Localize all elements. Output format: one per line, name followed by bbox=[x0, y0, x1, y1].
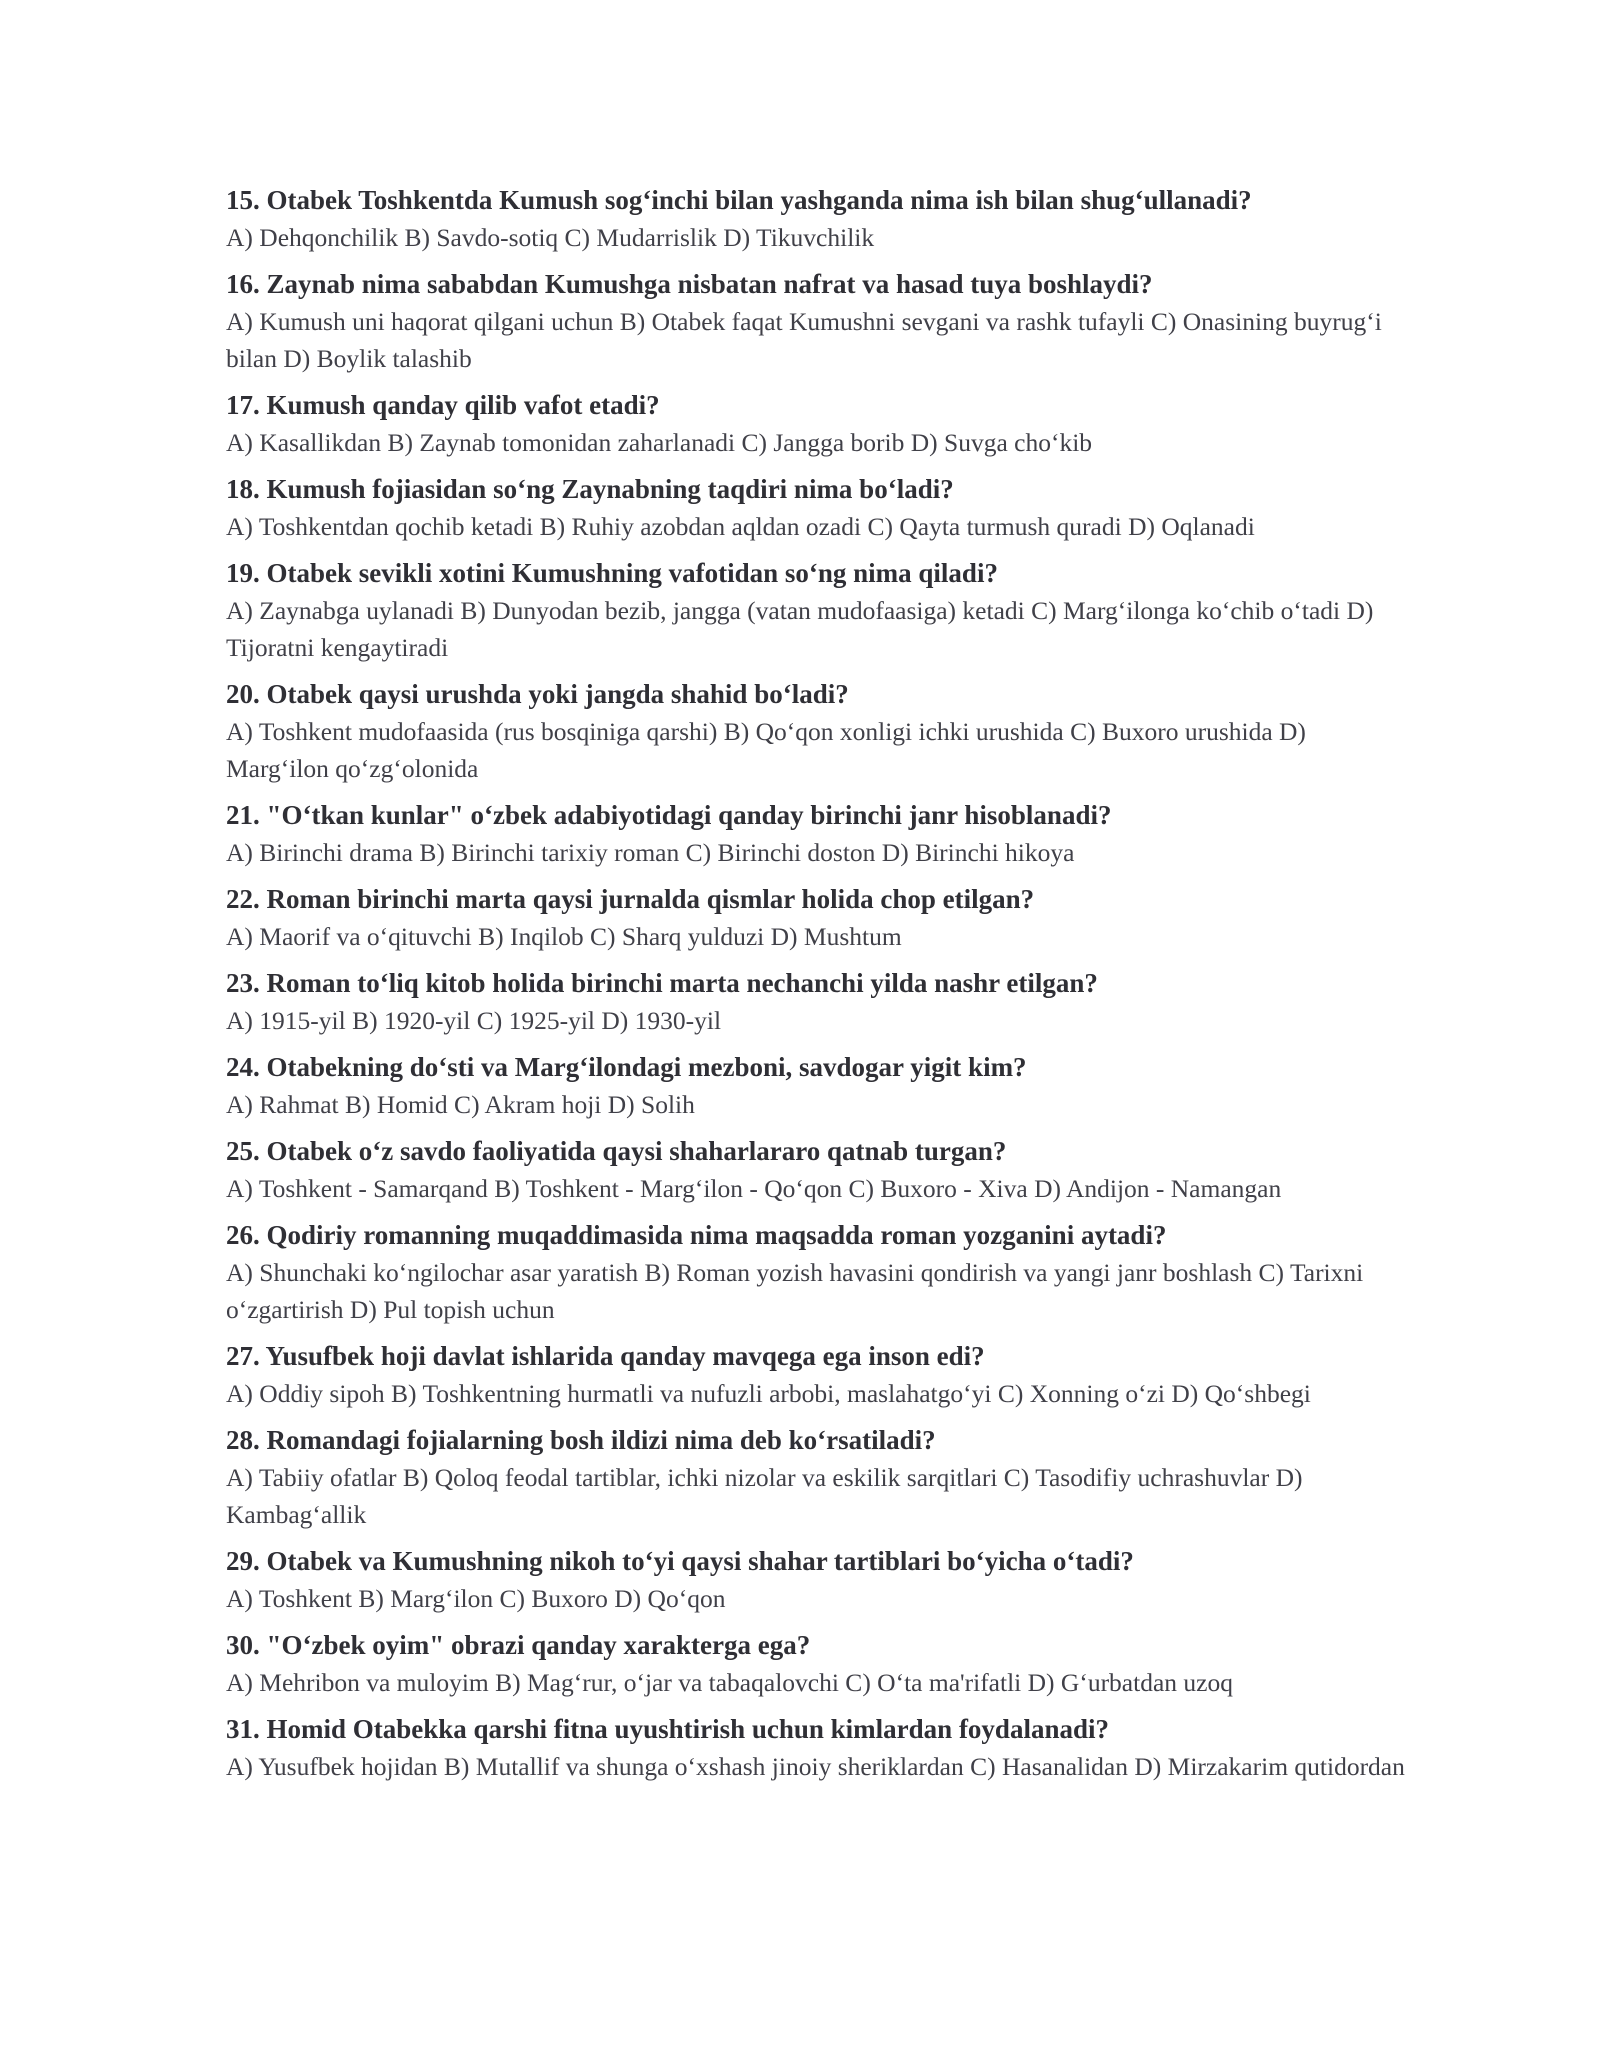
question-text: 21. "O‘tkan kunlar" o‘zbek adabiyotidagi qanday birinchi janr hisoblanadi? bbox=[226, 800, 1112, 830]
answer-options: A) Rahmat B) Homid C) Akram hoji D) Solih bbox=[226, 1090, 695, 1119]
answer-options: A) Shunchaki ko‘ngilochar asar yaratish B) Roman yozish havasini qondirish va yangi janr boshlash C) Tarixni o‘zgartirish D) Pul topish uchun bbox=[226, 1258, 1364, 1324]
answer-options: A) Zaynabga uylanadi B) Dunyodan bezib, jangga (vatan mudofaasiga) ketadi C) Marg‘ilonga ko‘chib o‘tadi D) Tijoratni kengaytiradi bbox=[226, 596, 1374, 662]
question-item-21 bbox=[226, 797, 1406, 871]
answer-options: A) Kumush uni haqorat qilgani uchun B) Otabek faqat Kumushni sevgani va rashk tufayli C) Onasining buyrug‘i bilan D) Boylik talashib bbox=[226, 307, 1382, 373]
question-item-19 bbox=[226, 555, 1406, 666]
question-item-25 bbox=[226, 1133, 1406, 1207]
question-item-22 bbox=[226, 881, 1406, 955]
question-item-31 bbox=[226, 1711, 1406, 1785]
question-item-27 bbox=[226, 1338, 1406, 1412]
answer-options: A) Yusufbek hojidan B) Mutallif va shunga o‘xshash jinoiy sheriklardan C) Hasanalidan D) Mirzakarim qutidordan bbox=[226, 1752, 1405, 1781]
question-text: 25. Otabek o‘z savdo faoliyatida qaysi shaharlararo qatnab turgan? bbox=[226, 1136, 1007, 1166]
question-item-29 bbox=[226, 1543, 1406, 1617]
question-item-18 bbox=[226, 471, 1406, 545]
document-page bbox=[226, 182, 1406, 1795]
question-item-30 bbox=[226, 1627, 1406, 1701]
question-text: 27. Yusufbek hoji davlat ishlarida qanday mavqega ega inson edi? bbox=[226, 1341, 985, 1371]
question-text: 30. "O‘zbek oyim" obrazi qanday xarakterga ega? bbox=[226, 1630, 811, 1660]
question-text: 16. Zaynab nima sababdan Kumushga nisbatan nafrat va hasad tuya boshlaydi? bbox=[226, 269, 1153, 299]
answer-options: A) Kasallikdan B) Zaynab tomonidan zaharlanadi C) Jangga borib D) Suvga cho‘kib bbox=[226, 428, 1093, 457]
question-item-28 bbox=[226, 1422, 1406, 1533]
question-item-24 bbox=[226, 1049, 1406, 1123]
answer-options: A) Mehribon va muloyim B) Mag‘rur, o‘jar va tabaqalovchi C) O‘ta ma'rifatli D) G‘urbatdan uzoq bbox=[226, 1668, 1233, 1697]
question-text: 17. Kumush qanday qilib vafot etadi? bbox=[226, 390, 660, 420]
question-item-20 bbox=[226, 676, 1406, 787]
answer-options: A) 1915-yil B) 1920-yil C) 1925-yil D) 1930-yil bbox=[226, 1006, 722, 1035]
question-text: 18. Kumush fojiasidan so‘ng Zaynabning taqdiri nima bo‘ladi? bbox=[226, 474, 954, 504]
answer-options: A) Dehqonchilik B) Savdo-sotiq C) Mudarrislik D) Tikuvchilik bbox=[226, 223, 875, 252]
answer-options: A) Toshkent mudofaasida (rus bosqiniga qarshi) B) Qo‘qon xonligi ichki urushida C) Buxoro urushida D) Marg‘ilon qo‘zg‘olonida bbox=[226, 717, 1306, 783]
answer-options: A) Toshkentdan qochib ketadi B) Ruhiy azobdan aqldan ozadi C) Qayta turmush quradi D) Oqlanadi bbox=[226, 512, 1255, 541]
question-item-16 bbox=[226, 266, 1406, 377]
question-text: 24. Otabekning do‘sti va Marg‘ilondagi mezboni, savdogar yigit kim? bbox=[226, 1052, 1027, 1082]
answer-options: A) Tabiiy ofatlar B) Qoloq feodal tartiblar, ichki nizolar va eskilik sarqitlari C) Tasodifiy uchrashuvlar D) Kambag‘allik bbox=[226, 1463, 1303, 1529]
question-text: 23. Roman to‘liq kitob holida birinchi marta nechanchi yilda nashr etilgan? bbox=[226, 968, 1098, 998]
question-text: 19. Otabek sevikli xotini Kumushning vafotidan so‘ng nima qiladi? bbox=[226, 558, 998, 588]
question-item-23 bbox=[226, 965, 1406, 1039]
answer-options: A) Toshkent B) Marg‘ilon C) Buxoro D) Qo‘qon bbox=[226, 1584, 726, 1613]
question-item-17 bbox=[226, 387, 1406, 461]
answer-options: A) Oddiy sipoh B) Toshkentning hurmatli va nufuzli arbobi, maslahatgo‘yi C) Xonning o‘zi D) Qo‘shbegi bbox=[226, 1379, 1311, 1408]
answer-options: A) Maorif va o‘qituvchi B) Inqilob C) Sharq yulduzi D) Mushtum bbox=[226, 922, 902, 951]
question-text: 31. Homid Otabekka qarshi fitna uyushtirish uchun kimlardan foydalanadi? bbox=[226, 1714, 1109, 1744]
question-text: 22. Roman birinchi marta qaysi jurnalda qismlar holida chop etilgan? bbox=[226, 884, 1035, 914]
question-item-26 bbox=[226, 1217, 1406, 1328]
question-text: 26. Qodiriy romanning muqaddimasida nima maqsadda roman yozganini aytadi? bbox=[226, 1220, 1167, 1250]
question-text: 28. Romandagi fojialarning bosh ildizi nima deb ko‘rsatiladi? bbox=[226, 1425, 936, 1455]
question-item-15 bbox=[226, 182, 1406, 256]
question-text: 29. Otabek va Kumushning nikoh to‘yi qaysi shahar tartiblari bo‘yicha o‘tadi? bbox=[226, 1546, 1134, 1576]
question-text: 20. Otabek qaysi urushda yoki jangda shahid bo‘ladi? bbox=[226, 679, 849, 709]
question-text: 15. Otabek Toshkentda Kumush sog‘inchi bilan yashganda nima ish bilan shug‘ullanadi? bbox=[226, 185, 1252, 215]
answer-options: A) Birinchi drama B) Birinchi tarixiy roman C) Birinchi doston D) Birinchi hikoya bbox=[226, 838, 1075, 867]
answer-options: A) Toshkent - Samarqand B) Toshkent - Marg‘ilon - Qo‘qon C) Buxoro - Xiva D) Andijon - Namangan bbox=[226, 1174, 1282, 1203]
